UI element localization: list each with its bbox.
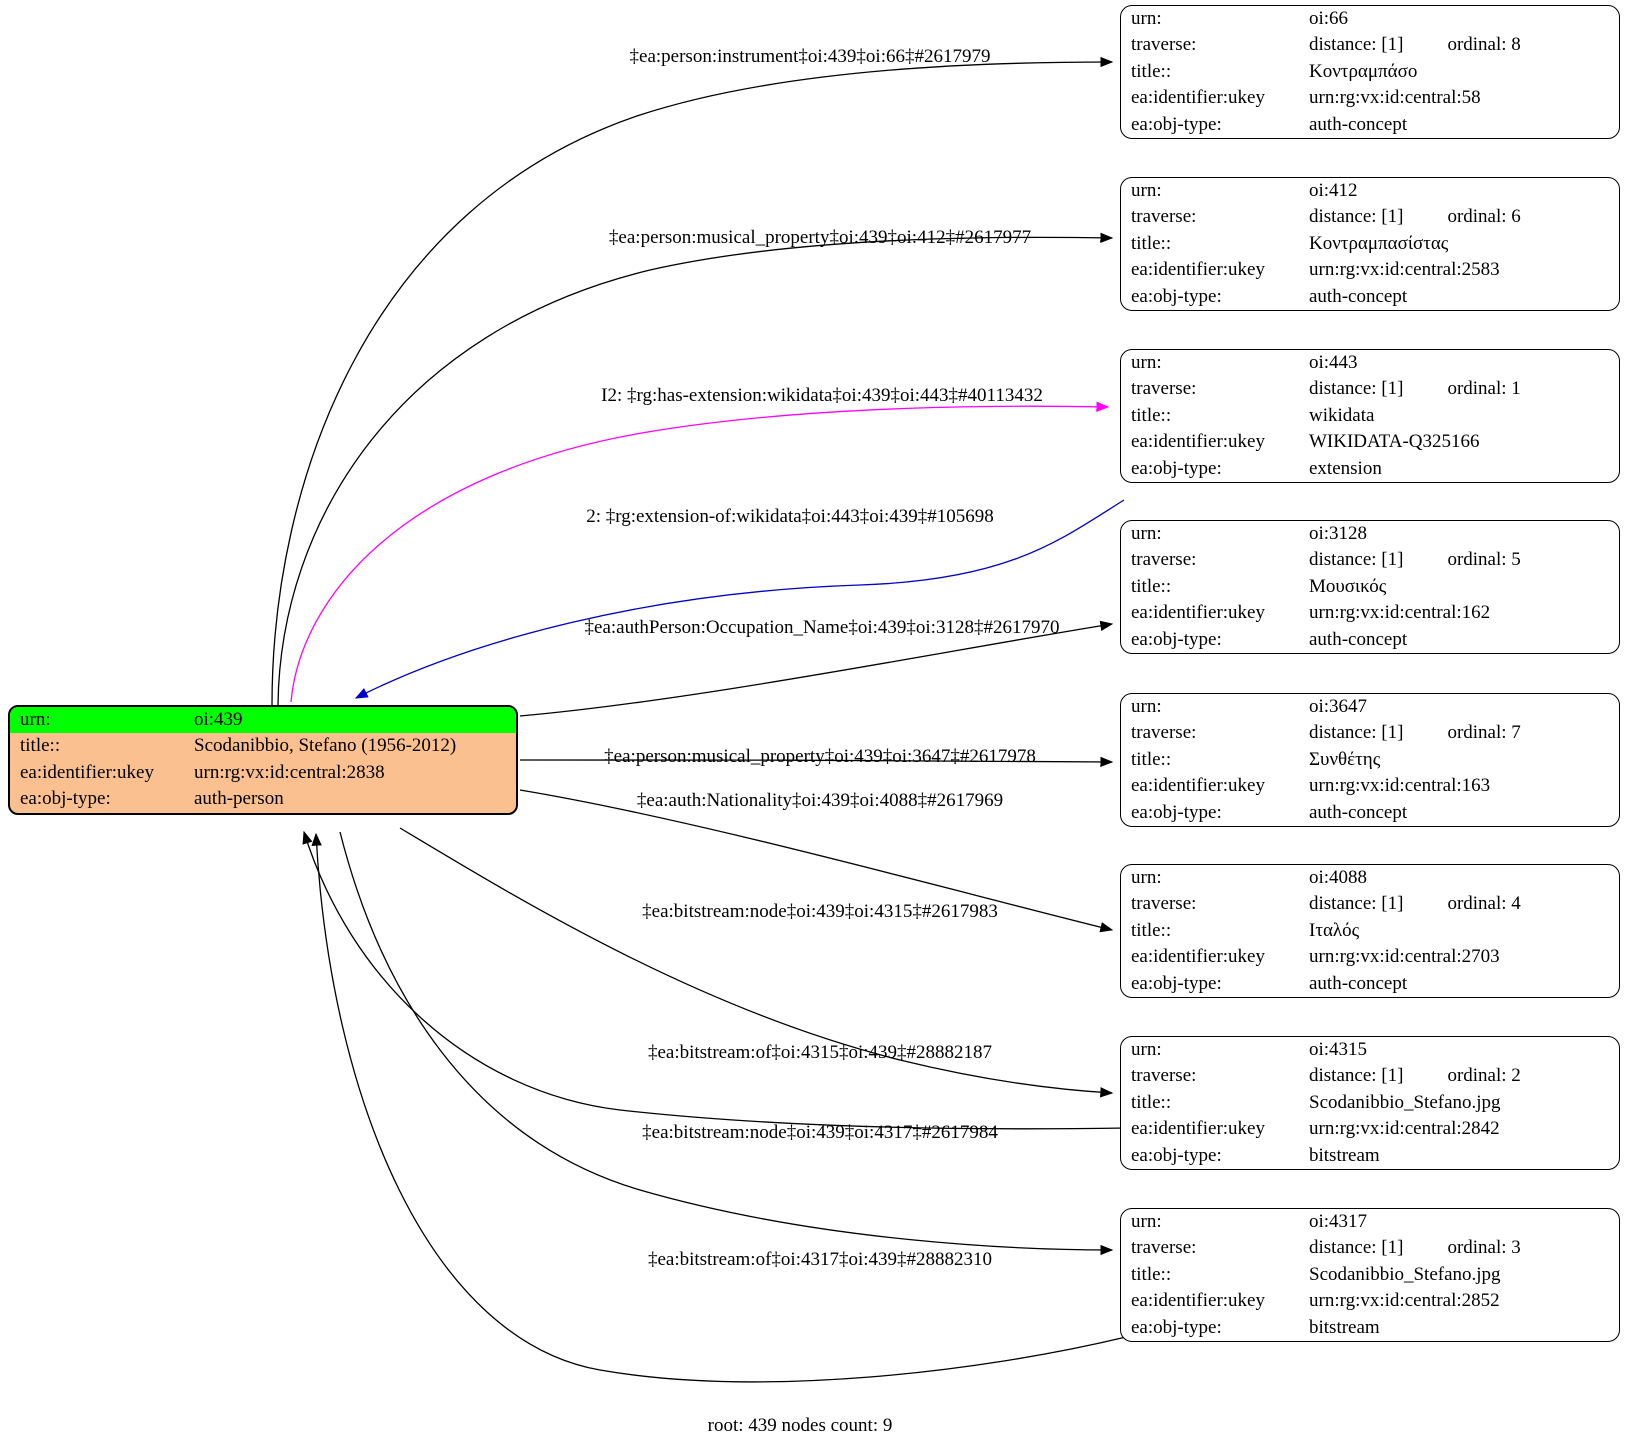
node-key-objtype: ea:obj-type:	[1131, 1144, 1222, 1166]
node-row-ukey	[1121, 600, 1619, 626]
node-key-urn: urn:	[1131, 867, 1162, 888]
node-value-ukey: urn:rg:vx:id:central:2852	[1309, 1290, 1500, 1312]
node-row-urn	[1121, 350, 1619, 376]
node-row-objtype	[1121, 456, 1619, 482]
edge-label-musical-property-oi412: ‡ea:person:musical_property‡oi:439‡oi:412‡#2617977	[608, 227, 1032, 248]
node-key-traverse: traverse:	[1131, 1065, 1197, 1087]
node-ordinal: ordinal: 4	[1447, 893, 1521, 915]
root-key-title: title::	[20, 735, 61, 757]
node-key-urn: urn:	[1131, 8, 1162, 29]
node-value-ukey: urn:rg:vx:id:central:162	[1309, 602, 1491, 624]
node-value-traverse	[1309, 1235, 1619, 1261]
node-key-title: title::	[1131, 1263, 1172, 1285]
node-value-title: Κοντραμπασίστας	[1309, 232, 1449, 254]
node-key-urn: urn:	[1131, 180, 1162, 201]
root-key-ukey: ea:identifier:ukey	[20, 761, 154, 783]
root-value-title: Scodanibbio, Stefano (1956-2012)	[194, 735, 457, 757]
node-row-ukey	[1121, 257, 1619, 283]
node-key-title: title::	[1131, 404, 1172, 426]
node-value-traverse	[1309, 891, 1619, 917]
root-key-objtype: ea:obj-type:	[20, 788, 111, 810]
node-key-traverse: traverse:	[1131, 722, 1197, 744]
node-oi412[interactable]	[1120, 177, 1620, 311]
edge-label-occupation-name-oi3128: ‡ea:authPerson:Occupation_Name‡oi:439‡oi:3128‡#2617970	[584, 617, 1060, 638]
node-row-urn	[1121, 521, 1619, 547]
node-key-traverse: traverse:	[1131, 893, 1197, 915]
node-key-ukey: ea:identifier:ukey	[1131, 946, 1265, 968]
node-key-traverse: traverse:	[1131, 1237, 1197, 1259]
node-key-objtype: ea:obj-type:	[1131, 285, 1222, 307]
node-key-objtype: ea:obj-type:	[1131, 113, 1222, 135]
edge-label-nationality-oi4088: ‡ea:auth:Nationality‡oi:439‡oi:4088‡#2617969	[636, 790, 1004, 811]
node-oi4315[interactable]	[1120, 1036, 1620, 1170]
edge-label-has-extension-wikidata: I2: ‡rg:has-extension:wikidata‡oi:439‡oi:443‡#40113432	[601, 385, 1043, 406]
node-value-title: Ιταλός	[1309, 919, 1360, 941]
node-row-urn	[1121, 1209, 1619, 1235]
node-key-title: title::	[1131, 575, 1172, 597]
root-value-urn: oi:439	[194, 707, 516, 733]
node-distance: distance: [1]	[1309, 1237, 1404, 1259]
node-oi443[interactable]	[1120, 349, 1620, 483]
node-key-objtype: ea:obj-type:	[1131, 628, 1222, 650]
node-value-traverse	[1309, 32, 1619, 58]
root-value-objtype: auth-person	[194, 788, 284, 810]
edge-label-bitstream-of-oi4315: ‡ea:bitstream:of‡oi:4315‡oi:439‡#28882187	[647, 1042, 993, 1063]
edge-label-instrument-oi66: ‡ea:person:instrument‡oi:439‡oi:66‡#2617979	[629, 46, 991, 67]
node-value-ukey: urn:rg:vx:id:central:58	[1309, 87, 1481, 109]
node-row-title	[1121, 1090, 1619, 1116]
edge-path-has-extension-wikidata	[291, 406, 1108, 702]
node-key-ukey: ea:identifier:ukey	[1131, 431, 1265, 453]
node-key-traverse: traverse:	[1131, 206, 1197, 228]
node-distance: distance: [1]	[1309, 34, 1404, 56]
node-value-objtype: bitstream	[1309, 1316, 1380, 1338]
node-row-title	[1121, 59, 1619, 85]
node-value-title: Συνθέτης	[1309, 748, 1381, 770]
node-key-urn: urn:	[1131, 523, 1162, 544]
node-row-objtype	[1121, 1315, 1619, 1341]
node-row-urn	[1121, 178, 1619, 204]
node-value-urn: oi:4088	[1309, 867, 1368, 888]
node-row-ukey	[1121, 1116, 1619, 1142]
node-distance: distance: [1]	[1309, 893, 1404, 915]
node-value-objtype: auth-concept	[1309, 972, 1408, 994]
node-key-objtype: ea:obj-type:	[1131, 457, 1222, 479]
node-value-objtype: auth-concept	[1309, 113, 1408, 135]
node-key-ukey: ea:identifier:ukey	[1131, 775, 1265, 797]
node-value-urn: oi:412	[1309, 180, 1358, 201]
node-distance: distance: [1]	[1309, 549, 1404, 571]
node-value-title: Scodanibbio_Stefano.jpg	[1309, 1263, 1501, 1285]
node-row-ukey	[1121, 1288, 1619, 1314]
edge-label-extension-of-wikidata: 2: ‡rg:extension-of:wikidata‡oi:443‡oi:439‡#105698	[586, 506, 994, 527]
node-value-title: Μουσικός	[1309, 575, 1387, 597]
node-value-objtype: auth-concept	[1309, 628, 1408, 650]
node-key-title: title::	[1131, 1091, 1172, 1113]
node-distance: distance: [1]	[1309, 206, 1404, 228]
node-row-objtype	[1121, 800, 1619, 826]
node-ordinal: ordinal: 6	[1447, 206, 1521, 228]
node-value-urn: oi:3128	[1309, 523, 1368, 544]
node-key-urn: urn:	[1131, 696, 1162, 717]
node-row-title	[1121, 403, 1619, 429]
node-key-traverse: traverse:	[1131, 549, 1197, 571]
node-value-objtype: auth-concept	[1309, 801, 1408, 823]
node-value-traverse	[1309, 1063, 1619, 1089]
root-value-ukey: urn:rg:vx:id:central:2838	[194, 761, 385, 783]
node-row-traverse	[1121, 720, 1619, 746]
node-value-urn: oi:4317	[1309, 1211, 1368, 1232]
node-row-objtype	[1121, 112, 1619, 138]
root-row-title	[10, 733, 516, 759]
node-row-ukey	[1121, 944, 1619, 970]
node-row-objtype	[1121, 971, 1619, 997]
node-ordinal: ordinal: 8	[1447, 34, 1521, 56]
node-row-objtype	[1121, 284, 1619, 310]
node-key-objtype: ea:obj-type:	[1131, 801, 1222, 823]
node-row-traverse	[1121, 1063, 1619, 1089]
node-row-traverse	[1121, 891, 1619, 917]
graph-caption: root: 439 nodes count: 9	[707, 1415, 893, 1436]
node-value-ukey: urn:rg:vx:id:central:163	[1309, 775, 1491, 797]
edge-path-bitstream-node-oi4317	[340, 832, 1112, 1250]
root-row-objtype	[10, 786, 516, 812]
node-value-urn: oi:66	[1309, 8, 1349, 29]
node-row-title	[1121, 231, 1619, 257]
node-key-traverse: traverse:	[1131, 378, 1197, 400]
node-value-traverse	[1309, 204, 1619, 230]
node-ordinal: ordinal: 1	[1447, 378, 1521, 400]
node-key-title: title::	[1131, 60, 1172, 82]
node-key-ukey: ea:identifier:ukey	[1131, 1118, 1265, 1140]
node-key-traverse: traverse:	[1131, 34, 1197, 56]
node-row-traverse	[1121, 376, 1619, 402]
node-value-traverse	[1309, 720, 1619, 746]
node-oi66[interactable]	[1120, 5, 1620, 139]
edge-label-musical-property-oi3647: ‡ea:person:musical_property‡oi:439‡oi:3647‡#2617978	[604, 746, 1036, 767]
node-row-title	[1121, 918, 1619, 944]
root-row-urn	[10, 707, 516, 733]
node-row-title	[1121, 1262, 1619, 1288]
node-oi3647[interactable]	[1120, 693, 1620, 827]
node-row-traverse	[1121, 32, 1619, 58]
node-key-objtype: ea:obj-type:	[1131, 972, 1222, 994]
node-row-traverse	[1121, 1235, 1619, 1261]
node-row-urn	[1121, 1037, 1619, 1063]
node-ordinal: ordinal: 2	[1447, 1065, 1521, 1087]
node-row-traverse	[1121, 204, 1619, 230]
node-value-ukey: urn:rg:vx:id:central:2842	[1309, 1118, 1500, 1140]
node-key-ukey: ea:identifier:ukey	[1131, 259, 1265, 281]
edge-label-bitstream-of-oi4317: ‡ea:bitstream:of‡oi:4317‡oi:439‡#28882310	[647, 1249, 993, 1270]
node-value-traverse	[1309, 547, 1619, 573]
node-row-urn	[1121, 865, 1619, 891]
node-row-urn	[1121, 694, 1619, 720]
node-row-urn	[1121, 6, 1619, 32]
node-oi4088[interactable]	[1120, 864, 1620, 998]
node-value-objtype: bitstream	[1309, 1144, 1380, 1166]
node-row-title	[1121, 747, 1619, 773]
node-value-objtype: auth-concept	[1309, 285, 1408, 307]
edge-path-instrument-oi66	[272, 62, 1112, 705]
node-value-objtype: extension	[1309, 457, 1382, 479]
node-value-urn: oi:3647	[1309, 696, 1368, 717]
node-key-objtype: ea:obj-type:	[1131, 1316, 1222, 1338]
node-key-ukey: ea:identifier:ukey	[1131, 87, 1265, 109]
node-row-objtype	[1121, 627, 1619, 653]
node-row-objtype	[1121, 1143, 1619, 1169]
node-value-ukey: urn:rg:vx:id:central:2583	[1309, 259, 1500, 281]
node-distance: distance: [1]	[1309, 378, 1404, 400]
node-value-ukey: urn:rg:vx:id:central:2703	[1309, 946, 1500, 968]
edge-label-bitstream-node-oi4315: ‡ea:bitstream:node‡oi:439‡oi:4315‡#2617983	[642, 901, 998, 922]
edge-path-bitstream-of-oi4315	[304, 832, 1126, 1129]
node-ordinal: ordinal: 7	[1447, 722, 1521, 744]
edge-label-bitstream-node-oi4317: ‡ea:bitstream:node‡oi:439‡oi:4317‡#2617984	[642, 1122, 998, 1143]
node-row-ukey	[1121, 85, 1619, 111]
node-key-urn: urn:	[1131, 1211, 1162, 1232]
edge-path-extension-of-wikidata	[356, 500, 1124, 698]
root-key-urn: urn:	[10, 707, 194, 733]
node-distance: distance: [1]	[1309, 722, 1404, 744]
node-key-ukey: ea:identifier:ukey	[1131, 1290, 1265, 1312]
node-oi4317[interactable]	[1120, 1208, 1620, 1342]
node-key-title: title::	[1131, 232, 1172, 254]
node-distance: distance: [1]	[1309, 1065, 1404, 1087]
node-key-ukey: ea:identifier:ukey	[1131, 602, 1265, 624]
node-row-ukey	[1121, 429, 1619, 455]
node-value-title: Scodanibbio_Stefano.jpg	[1309, 1091, 1501, 1113]
node-value-title: wikidata	[1309, 404, 1375, 426]
root-node-oi439[interactable]	[8, 705, 518, 815]
node-ordinal: ordinal: 5	[1447, 549, 1521, 571]
node-ordinal: ordinal: 3	[1447, 1237, 1521, 1259]
node-key-urn: urn:	[1131, 352, 1162, 373]
node-value-urn: oi:443	[1309, 352, 1358, 373]
node-value-ukey: WIKIDATA-Q325166	[1309, 431, 1480, 453]
node-row-title	[1121, 574, 1619, 600]
root-row-ukey	[10, 760, 516, 786]
node-value-traverse	[1309, 376, 1619, 402]
node-key-title: title::	[1131, 919, 1172, 941]
node-key-title: title::	[1131, 748, 1172, 770]
node-key-urn: urn:	[1131, 1039, 1162, 1060]
node-oi3128[interactable]	[1120, 520, 1620, 654]
node-row-ukey	[1121, 773, 1619, 799]
node-value-urn: oi:4315	[1309, 1039, 1368, 1060]
node-value-title: Κοντραμπάσο	[1309, 60, 1418, 82]
node-row-traverse	[1121, 547, 1619, 573]
